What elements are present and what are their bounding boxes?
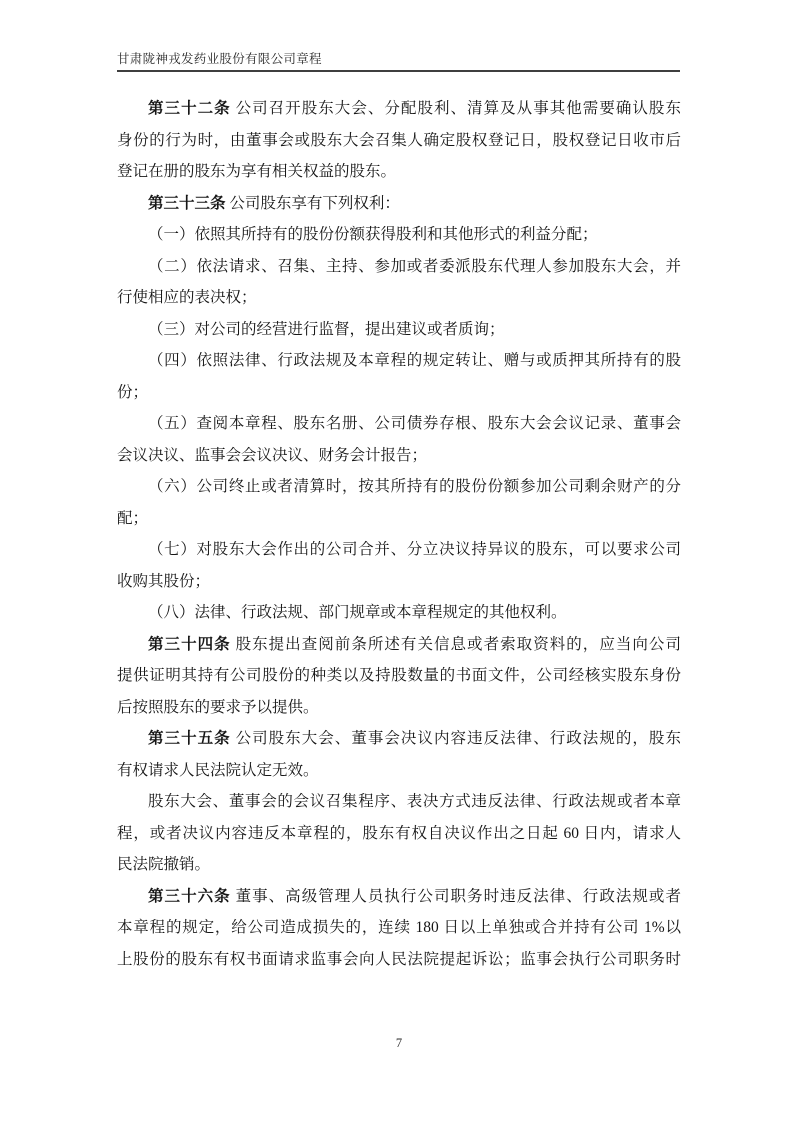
paragraph <box>117 93 681 188</box>
paragraph <box>117 534 681 597</box>
text-line: 本章程的规定，给公司造成损失的，连续 180 日以上单独或合并持有公司 1%以 <box>117 919 681 936</box>
paragraph <box>117 629 681 724</box>
paragraph <box>117 723 681 786</box>
text-line: 有权请求人民法院认定无效。 <box>117 761 319 779</box>
paragraph <box>117 408 681 471</box>
header-divider <box>117 70 680 72</box>
article-number: 第三十三条 <box>148 194 226 212</box>
text-line: 行使相应的表决权； <box>117 289 257 306</box>
article-number: 第三十六条 <box>148 887 231 905</box>
text-line: （二）依法请求、召集、主持、参加或者委派股东代理人参加股东大会，并 <box>148 257 681 275</box>
text-line <box>117 93 681 125</box>
paragraph <box>117 219 681 251</box>
text-line: （八）法律、行政法规、部门规章或本章程规定的其他权利。 <box>148 604 567 621</box>
document-header-title: 甘肃陇神戎发药业股份有限公司章程 <box>117 52 322 66</box>
article-text: 董事、高级管理人员执行公司职务时违反法律、行政法规或者 <box>230 887 681 905</box>
text-line <box>117 188 681 220</box>
text-line: 股东大会、董事会的会议召集程序、表决方式违反法律、行政法规或者本章 <box>148 793 681 810</box>
paragraph <box>117 251 681 314</box>
text-line: （六）公司终止或者清算时，按其所持有的股份份额参加公司剩余财产的分 <box>148 478 681 495</box>
paragraph <box>117 597 681 629</box>
article-text: 股东提出查阅前条所述有关信息或者索取资料的，应当向公司 <box>230 635 681 653</box>
text-line <box>117 881 681 913</box>
text-line: （七）对股东大会作出的公司合并、分立决议持异议的股东，可以要求公司 <box>148 541 681 558</box>
paragraph <box>117 314 681 346</box>
text-line <box>117 723 681 755</box>
text-line: 后按照股东的要求予以提供。 <box>117 698 319 716</box>
text-line: 身份的行为时，由董事会或股东大会召集人确定股权登记日，股权登记日收市后 <box>117 131 681 149</box>
text-line: 提供证明其持有公司股份的种类以及持股数量的书面文件，公司经核实股东身份 <box>117 667 681 684</box>
text-line: （一）依照其所持有的股份份额获得股利和其他形式的利益分配； <box>148 226 598 243</box>
article-number: 第三十二条 <box>148 100 231 117</box>
text-line: 收购其股份； <box>117 572 211 590</box>
text-line: （四）依照法律、行政法规及本章程的规定转让、赠与或质押其所持有的股 <box>148 352 681 369</box>
text-line: 登记在册的股东为享有相关权益的股东。 <box>117 163 397 180</box>
article-text: 公司股东大会、董事会决议内容违反法律、行政法规的，股东 <box>230 730 681 747</box>
page-number: 7 <box>395 1036 403 1050</box>
text-line: 上股份的股东有权书面请求监事会向人民法院提起诉讼；监事会执行公司职务时 <box>117 950 681 968</box>
paragraph <box>117 786 681 881</box>
text-line: 份； <box>117 383 149 401</box>
text-line: （三）对公司的经营进行监督，提出建议或者质询； <box>148 320 505 338</box>
article-text: 公司召开股东大会、分配股利、清算及从事其他需要确认股东 <box>230 100 681 117</box>
document-body <box>117 93 681 975</box>
paragraph <box>117 471 681 534</box>
paragraph <box>117 345 681 408</box>
text-line: 会议决议、监事会会议决议、财务会计报告； <box>117 446 428 464</box>
article-text: 公司股东享有下列权利： <box>225 194 400 212</box>
text-line <box>117 629 681 661</box>
article-number: 第三十五条 <box>148 730 231 747</box>
text-line: 民法院撤销。 <box>117 856 211 873</box>
article-number: 第三十四条 <box>148 635 231 653</box>
text-line: 配； <box>117 509 149 527</box>
text-line: 程，或者决议内容违反本章程的，股东有权自决议作出之日起 60 日内，请求人 <box>117 824 681 842</box>
paragraph <box>117 881 681 976</box>
text-line: （五）查阅本章程、股东名册、公司债券存根、股东大会会议记录、董事会 <box>148 415 681 432</box>
paragraph <box>117 188 681 220</box>
